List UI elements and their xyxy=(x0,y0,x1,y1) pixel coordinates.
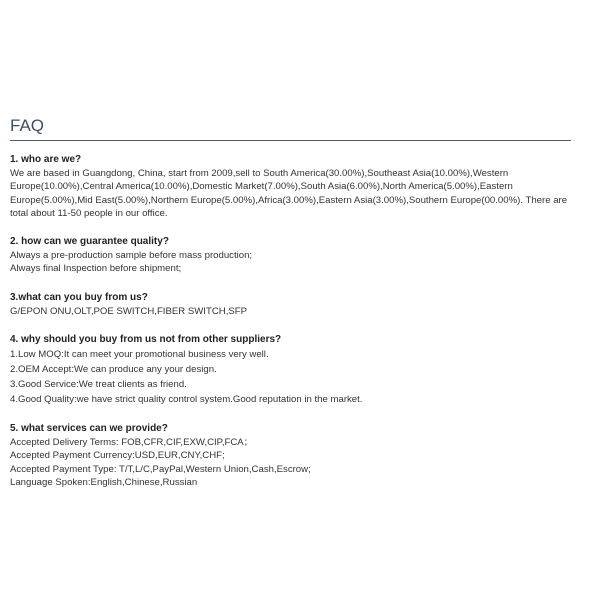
faq-question: 3.what can you buy from us? xyxy=(10,291,148,303)
faq-answer xyxy=(10,305,572,318)
faq-answer-line: Accepted Payment Currency:USD,EUR,CNY,CHF; xyxy=(10,450,225,462)
faq-answer-line: We are based in Guangdong, China, start from 2009,sell to South America(30.00%),Southeast Asia(10.00%),Western Europe(10.00%),Central America(10.00%),Domestic Market(7.00%),South Asia(6.00%),North America(5.00%),Eastern Europe(5.00%),Mid East(5.00%),Northern Europe(5.00%),Africa(3.00%),Eastern Asia(3.00%),Southern Europe(00.00%). There are total about 11-50 people in our office. xyxy=(10,168,568,219)
faq-list xyxy=(10,153,572,489)
faq-answer-line: Always a pre-production sample before mass production; xyxy=(10,250,253,262)
faq-answer-line: 3.Good Service:We treat clients as friend. xyxy=(10,379,187,391)
faq-section-quality xyxy=(10,235,572,276)
faq-answer-line: Always final Inspection before shipment; xyxy=(10,263,182,275)
faq-answer xyxy=(10,436,572,489)
faq-question: 4. why should you buy from us not from other suppliers? xyxy=(10,334,282,346)
faq-answer-line: 4.Good Quality:we have strict quality control system.Good reputation in the market. xyxy=(10,394,363,406)
faq-answer-line: Language Spoken:English,Chinese,Russian xyxy=(10,476,198,488)
faq-answer-line: Accepted Delivery Terms: FOB,CFR,CIF,EXW,CIP,FCA； xyxy=(10,437,254,449)
faq-answer-line: 2.OEM Accept:We can produce any your design. xyxy=(10,364,217,376)
faq-answer-line: Accepted Payment Type: T/T,L/C,PayPal,Western Union,Cash,Escrow; xyxy=(10,463,311,475)
faq-container xyxy=(10,116,572,504)
faq-title: FAQ xyxy=(10,116,45,135)
faq-question: 2. how can we guarantee quality? xyxy=(10,236,169,248)
faq-section-products xyxy=(10,291,572,318)
faq-divider xyxy=(10,140,571,141)
faq-section-services xyxy=(10,422,572,489)
faq-section-why-us xyxy=(10,333,572,407)
faq-answer-line: G/EPON ONU,OLT,POE SWITCH,FIBER SWITCH,SFP xyxy=(10,305,248,317)
faq-question: 1. who are we? xyxy=(10,154,82,165)
faq-answer xyxy=(10,167,572,220)
faq-section-who-are-we xyxy=(10,153,572,220)
faq-answer xyxy=(10,249,572,276)
faq-question: 5. what services can we provide? xyxy=(10,423,168,435)
faq-answer xyxy=(10,347,572,407)
faq-answer-line: 1.Low MOQ:It can meet your promotional business very well. xyxy=(10,349,269,361)
